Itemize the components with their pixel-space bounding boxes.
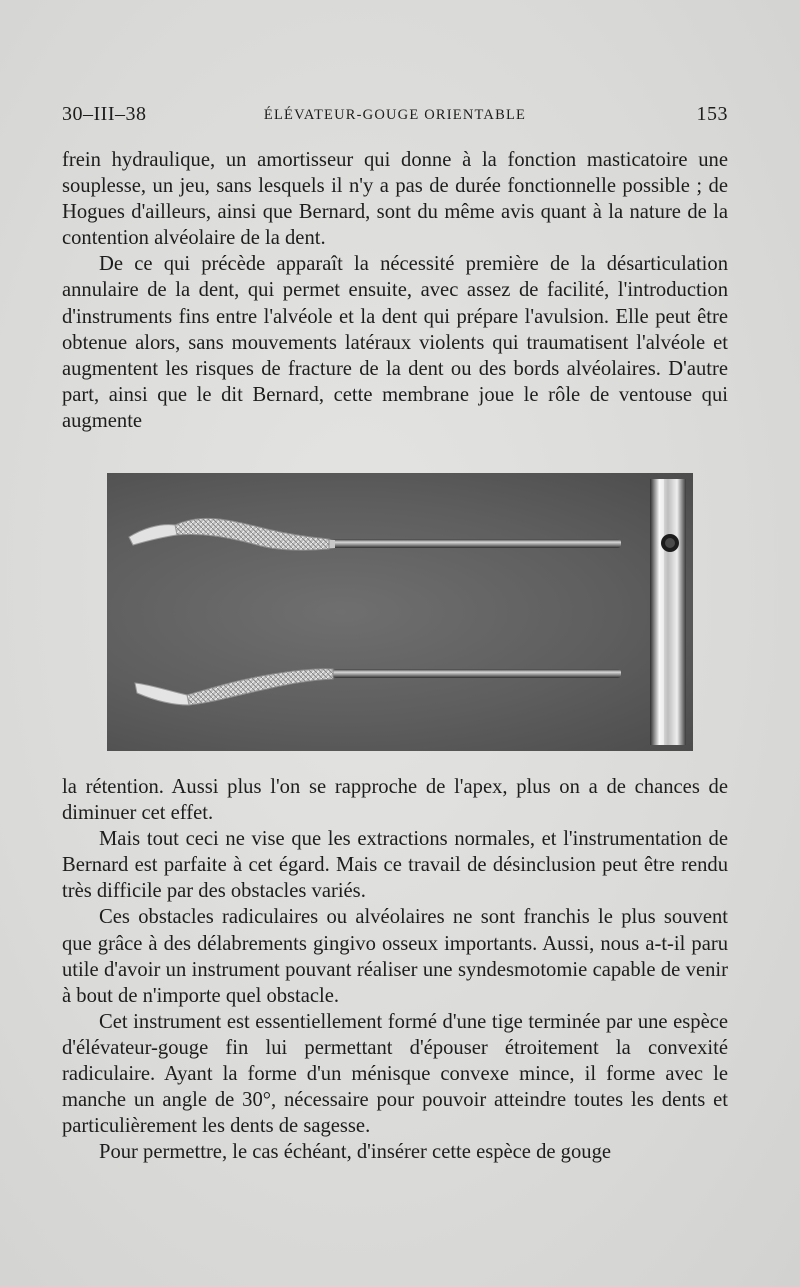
paragraph: la rétention. Aussi plus l'on se rapproche de l'apex, plus on a de chances de diminuer cet effet.	[62, 776, 728, 825]
elevator-gouge-upper	[129, 518, 621, 550]
t-handle	[650, 479, 686, 745]
paragraph: Ces obstacles radiculaires ou alvéolaires ne sont franchis le plus souvent que grâce à des délabrements gingivo osseux importants. Aussi, nous a-t-il paru utile d'avoir un instrument pouvant réaliser une syndesmotomie capable de venir à bout de n'importe quel obstacle.	[62, 906, 728, 1007]
body-text-bottom	[62, 774, 728, 1165]
paragraph: Cet instrument est essentiellement formé d'une tige terminée par une espèce d'élévateur-gouge fin lui permettant d'épouser étroitement la convexité radiculaire. Ayant la forme d'un ménisque convexe mince, il forme avec le manche un angle de 30°, nécessaire pour pouvoir atteindre toutes les dents et particulièrement les dents de sagesse.	[62, 1010, 728, 1138]
instrument-illustration	[107, 473, 693, 751]
paragraph: De ce qui précède apparaît la nécessité première de la désarticulation annulaire de la dent, qui permet ensuite, avec assez de facilité, l'introduction d'instruments fins entre l'alvéole et la dent qui prépare l'avulsion. Elle peut être obtenue alors, sans mouvements latéraux violents qui traumatisent l'alvéole et augmentent les risques de fracture de la dent ou des bords alvéolaires. D'autre part, ainsi que le dit Bernard, cette membrane joue le rôle de ventouse qui augmente	[62, 253, 728, 432]
page-number: 153	[696, 103, 728, 125]
paragraph: Mais tout ceci ne vise que les extractions normales, et l'instrumentation de Bernard est parfaite à cet égard. Mais ce travail de désinclusion peut être rendu très difficile par des obstacles variés.	[62, 828, 728, 903]
body-text-top	[62, 147, 728, 434]
header-title: ÉLÉVATEUR-GOUGE ORIENTABLE	[263, 107, 527, 123]
header-date: 30–III–38	[62, 103, 147, 125]
instrument-photograph	[107, 473, 693, 751]
elevator-gouge-lower	[135, 669, 621, 705]
paragraph: frein hydraulique, un amortisseur qui donne à la fonction masticatoire une souplesse, un jeu, sans lesquels il n'y a pas de durée fonctionnelle possible ; de Hogues d'ailleurs, ainsi que Bernard, sont du même avis quant à la nature de la contention alvéolaire de la dent.	[62, 149, 728, 250]
paragraph: Pour permettre, le cas échéant, d'insérer cette espèce de gouge	[99, 1141, 612, 1164]
running-header	[62, 103, 728, 129]
